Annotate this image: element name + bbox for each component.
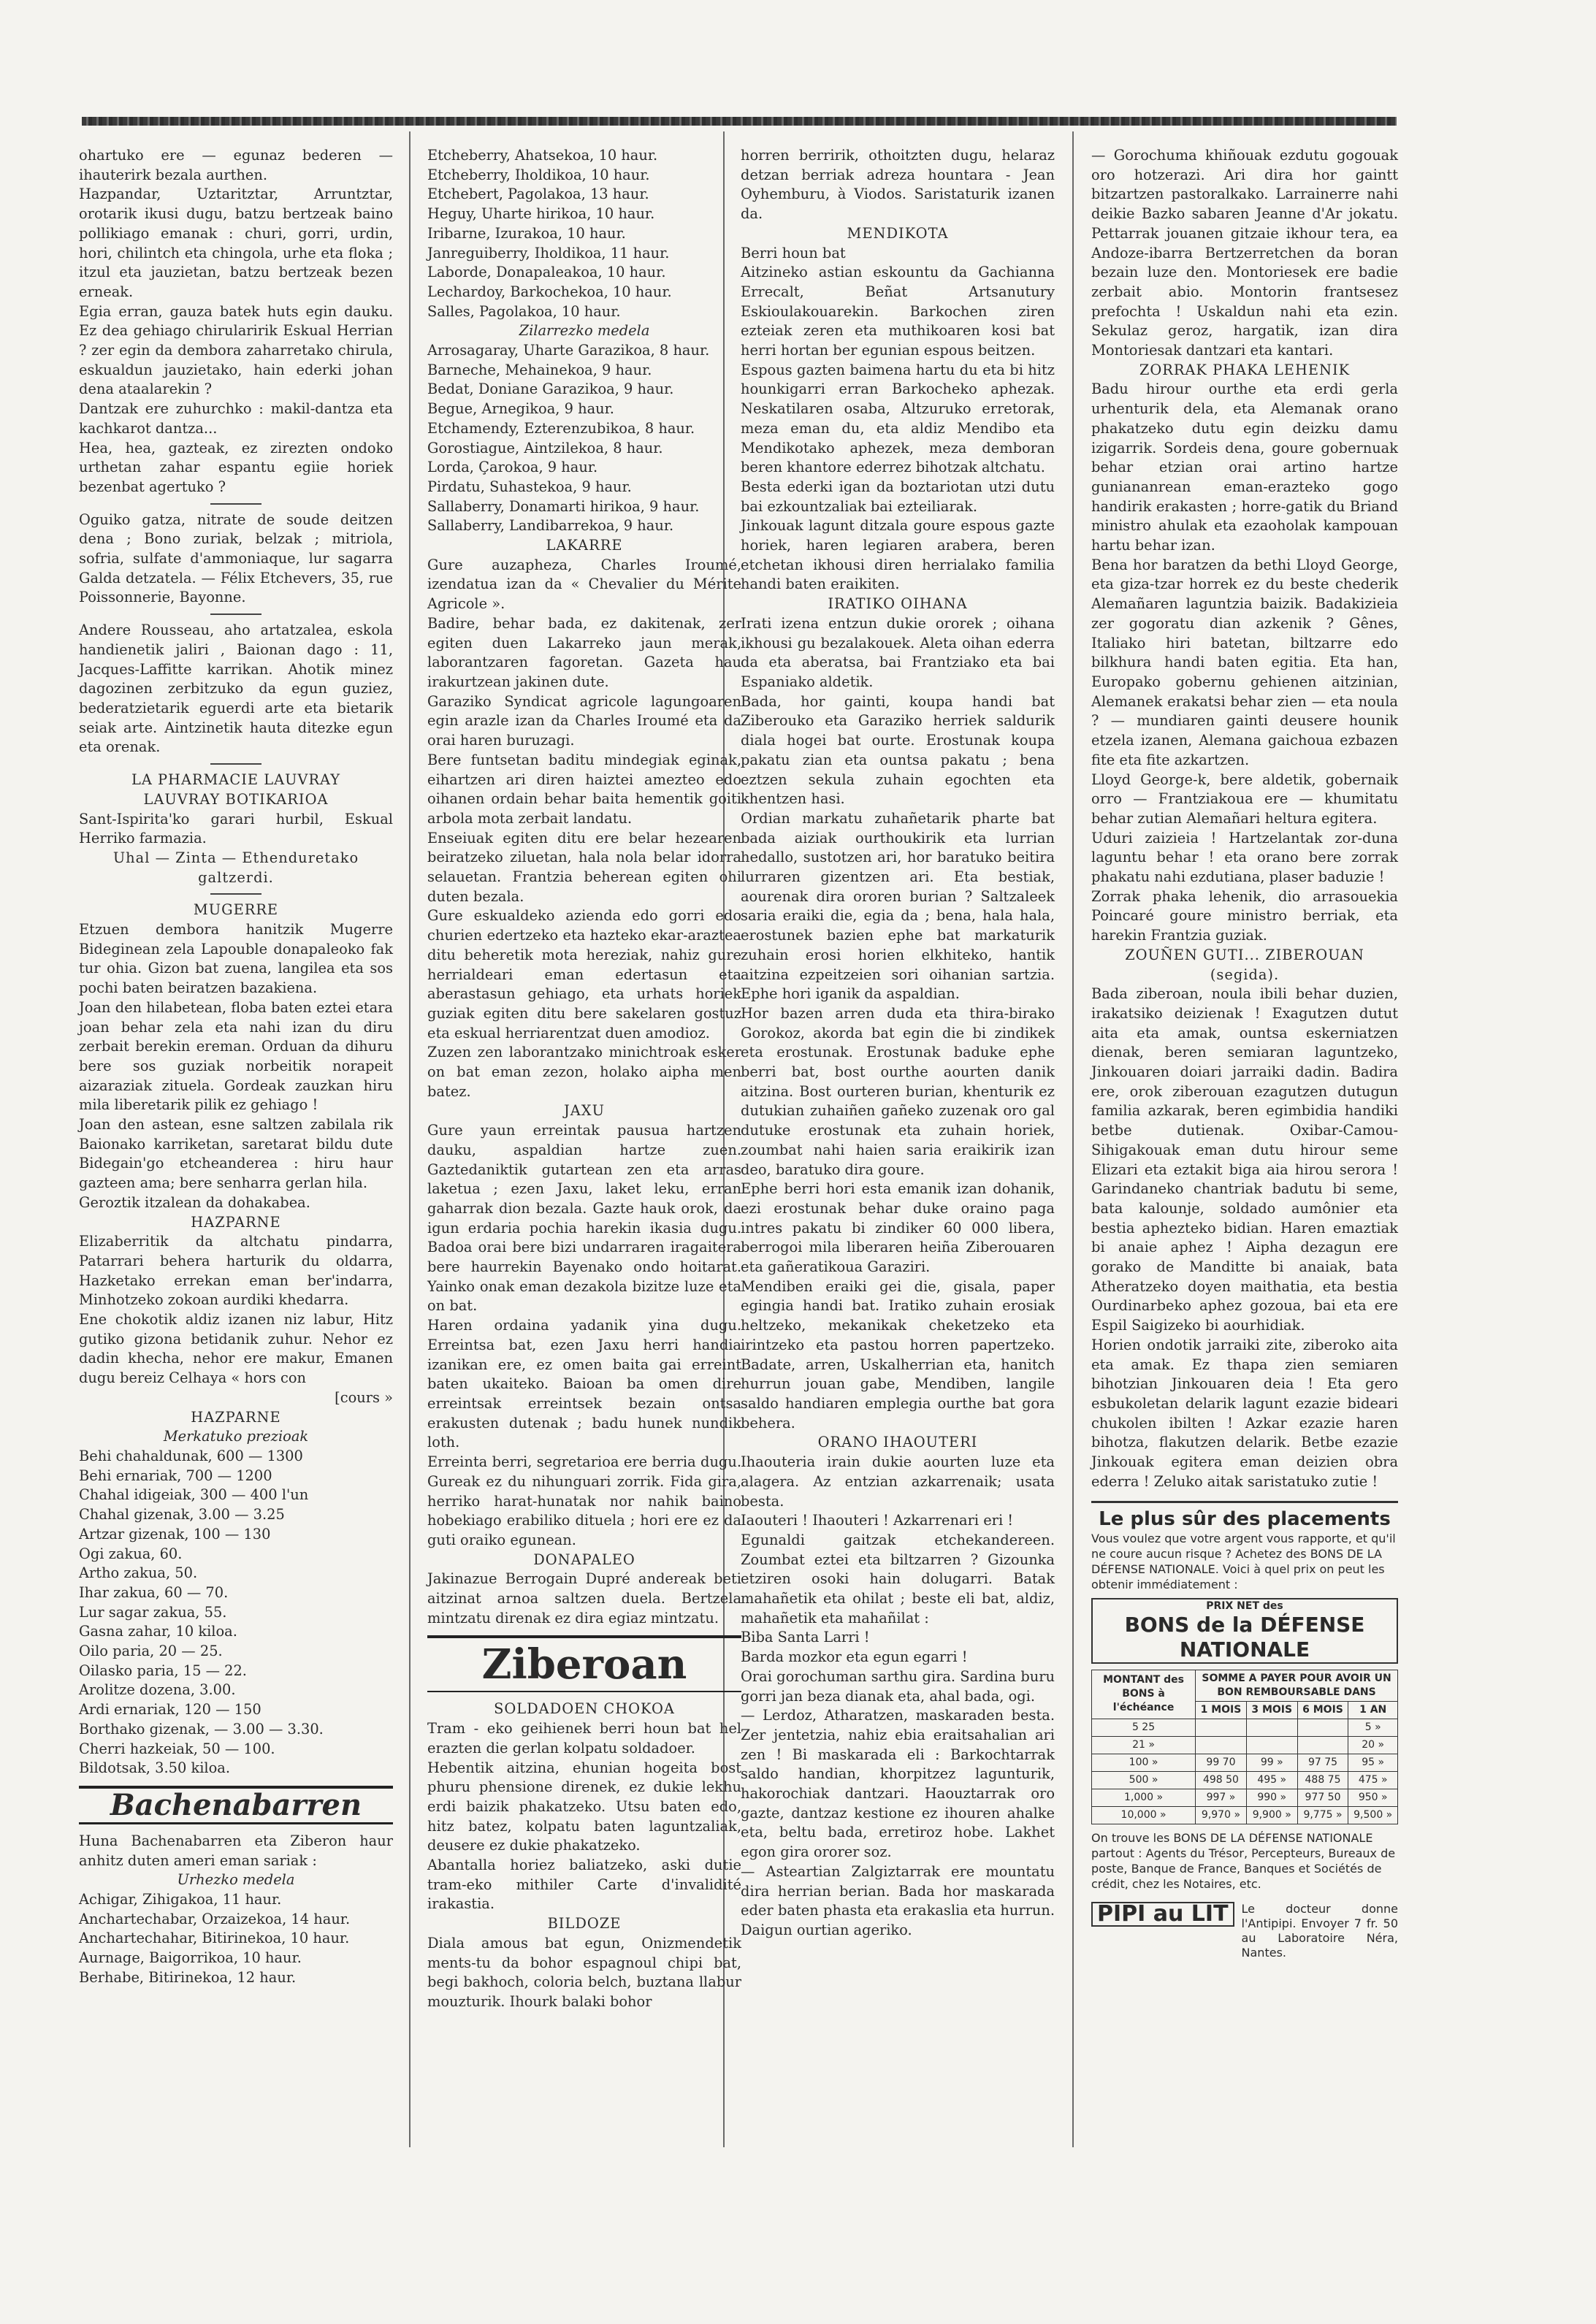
- separator: [210, 893, 261, 895]
- list-item: Etcheberry, Iholdikoa, 10 haur.: [427, 166, 650, 183]
- table-cell: 488 75: [1297, 1771, 1348, 1789]
- paragraph: Irati izena entzun dukie ororek ; oihana ikhousi gu bezalakouek. Aleta oihan ederra da eta aberatsa, bai Frantziako eta bai Espaniako aldetik.: [741, 614, 1055, 690]
- list-item: Etchamendy, Ezterenzubikoa, 8 haur.: [427, 419, 695, 437]
- paragraph: Ordian markatu zuhañetarik pharte bat bada aiziak ourthoukirik eta lurrian hedallo, sustotzen ari, hor baratuko beitira lurraren gizentzen ari. Eta bestiak, aourenak dira ororen burian ? Saltzaleek saria eraiki die, egia da ; bena, hala hala, erostunek bazien ephe bat markaturik zuhain erosi horien elkhiteko, hantik aitzina ezpeitzeien sori oihanian sartzia. Ephe hori iganik da aspaldian.: [741, 809, 1055, 1003]
- paragraph: Enseiuak egiten ditu ere belar hezearen beiratzeko ziluetan, hala nola belar idorra selauetan. Frantzia beherean egiten ohi duten bezala.: [427, 829, 741, 905]
- paragraph: Gure yaun erreintak pausua hartzen dauku, aspaldian hartze zuen. Gaztedaniktik gutartean zen eta arras laketua ; ezen Jaxu, laket leku, erran gaharrak dion bezala. Gazte hauk orok, da igun erdaria pochia harekin ikasia dugu. Badoa orai bere bizi undarraren iragaitera bere haurrekin Bayenako ondo hoitarat. Yainko onak eman dezakola bizitze luze eta on bat.: [427, 1122, 741, 1315]
- paragraph: Erreinta berri, segretarioa ere berria dugu. Gureak ez du nihunguari zorrik. Fida gira, herriko harat-hunatak nor nahik baino hobekiago erabiliko dituela ; hori ere ez da guti oraiko egunean.: [427, 1453, 741, 1548]
- list-item: Bildotsak, 3.50 kiloa.: [79, 1759, 231, 1777]
- list-item: Arolitze dozena, 3.00.: [79, 1681, 236, 1699]
- column-1: [79, 146, 393, 1988]
- table-cell: 9,970 »: [1196, 1806, 1247, 1824]
- bons-heading: [1091, 1598, 1398, 1664]
- list-item: Artzar gizenak, 100 — 130: [79, 1525, 271, 1543]
- section-heading: IRATIKO OIHANA: [828, 595, 968, 613]
- list-item: Anchartechabar, Orzaizekoa, 14 haur.: [79, 1910, 351, 1927]
- table-cell: 990 »: [1246, 1789, 1297, 1806]
- list-item: Oilo paria, 20 — 25.: [79, 1643, 223, 1660]
- list-item: Borthako gizenak, — 3.00 — 3.30.: [79, 1720, 324, 1738]
- table-cell: 500 »: [1092, 1771, 1196, 1789]
- paragraph: Jinkouak lagunt ditzala goure espous gazte horiek, haren legiaren arabera, beren etchetan ikhousi diren herrialako familia handi baten eraikiten.: [741, 517, 1055, 593]
- list-item: Berhabe, Bitirinekoa, 12 haur.: [79, 1968, 297, 1986]
- section-subheading: Merkatuko prezioak: [163, 1428, 309, 1445]
- list-item: Ardi ernariak, 120 — 150: [79, 1701, 261, 1719]
- separator: [210, 763, 261, 765]
- separator: [210, 503, 261, 505]
- award-list: [427, 146, 741, 321]
- section-subheading: Zilarrezko medela: [519, 322, 650, 340]
- paragraph: Garaziko Syndicat agricole lagungoaren egin arazle izan da Charles Iroumé eta da orai haren buruzagi.: [427, 692, 741, 749]
- list-item: Iribarne, Izurakoa, 10 haur.: [427, 224, 626, 242]
- column-divider: [1072, 131, 1074, 2147]
- table-header: 1 AN: [1348, 1701, 1398, 1719]
- advert-footer: On trouve les BONS DE LA DÉFENSE NATIONALE partout : Agents du Trésor, Percepteurs, Bureaux de poste, Banque de France, Banques et Sociétés de crédit, chez les Notaires, etc.: [1091, 1830, 1396, 1891]
- table-cell: 95 »: [1348, 1754, 1398, 1771]
- table-row: [1092, 1736, 1398, 1754]
- table-cell: 99 70: [1196, 1754, 1247, 1771]
- table-cell: 9,775 »: [1297, 1806, 1348, 1824]
- paragraph: Badu hirour ourthe eta erdi gerla urhenturik dela, eta Alemanak orano phakatzeko dutu egin deizku damu izigarrik. Sordeis dena, goure gobernuak behar etzian orai artino hartze guniananrean eman-erazteko gogo handirik erakasten ; horre-gatik du Briand ministro ahulak eta ezaoholak kampouan hartu behar izan.: [1091, 381, 1398, 554]
- price-list: [79, 1447, 393, 1778]
- advert-title: Le plus sûr des placements: [1099, 1507, 1391, 1530]
- list-item: Aurnage, Baigorrikoa, 10 haur.: [79, 1949, 302, 1967]
- advert-text: Vous voulez que votre argent vous rapporte, et qu'il ne coure aucun risque ? Achetez des BONS DE LA DÉFENSE NATIONALE. Voici à quel prix on peut les obtenir immédiatement :: [1091, 1531, 1396, 1591]
- top-rule: [82, 117, 1397, 126]
- list-item: Chahal idigeiak, 300 — 400 l'un: [79, 1486, 309, 1504]
- poem-tail: [cours »: [335, 1388, 393, 1406]
- column-4: [1091, 146, 1398, 1960]
- list-item: Behi ernariak, 700 — 1200: [79, 1467, 272, 1484]
- paragraph: Aitzineko astian eskountu da Gachianna Errecalt, Beñat Artsanutury Eskioulakouarekin. Barkochen ziren ezteiak zeren eta muthikoaren kosi bat herri hortan ber egunian espous beitzen.: [741, 264, 1055, 359]
- table-cell: [1297, 1719, 1348, 1736]
- list-item: Janreguiberry, Iholdikoa, 11 haur.: [427, 244, 670, 261]
- section-heading: ZORRAK PHAKA LEHENIK: [1139, 361, 1351, 378]
- table-row: [1092, 1771, 1398, 1789]
- column-2: [427, 146, 741, 2012]
- table-cell: 977 50: [1297, 1789, 1348, 1806]
- list-item: Behi chahaldunak, 600 — 1300: [79, 1448, 303, 1464]
- advert-fertilizer: Oguiko gatza, nitrate de soude deitzen dena ; Bono zuriak, belzak ; mitriola, sofria, sulfate d'ammoniaque, lur sagarra Galda detzatela. — Félix Etchevers, 35, rue Poissonnerie, Bayonne.: [79, 511, 393, 606]
- award-list: [427, 341, 741, 536]
- paragraph: Ihaouteria irain dukie aourten luze eta alagera. Az entzian azkarrenaik; usata besta.: [741, 1453, 1055, 1510]
- section-subheading: Urhezko medela: [177, 1871, 295, 1889]
- poem-stanza: Elizaberritik da altchatu pindarra, Patarrari behera harturik du oldarra, Hazketako errekan eman ber'indarra, Minhotzeko zokoan aurdiki khedarra.: [79, 1233, 393, 1309]
- award-list: [79, 1890, 393, 1988]
- table-header: 1 MOIS: [1196, 1701, 1247, 1719]
- paragraph: Egunaldi gaitzak etchekandereen. Zoumbat eztei eta biltzarren ? Gizounka etziren osoki hain dolugarri. Batak mahañetik eta ohilat ; beste eli bat, aldiz, mahañetik eta mahañilat :: [741, 1531, 1055, 1627]
- paragraph: Bada, hor gainti, koupa handi bat Ziberouko eta Garaziko herriek saldurik diala hogei bat ourte. Erostunak koupa pakatu zian eta ountsa pakatu ; bena eztzen sekula zuhain egochten eta khentzen hasi.: [741, 692, 1055, 808]
- table-row: [1092, 1806, 1398, 1824]
- list-item: Cherri hazkeiak, 50 — 100.: [79, 1740, 275, 1757]
- bons-table: [1091, 1670, 1398, 1824]
- paragraph: Hor bazen arren duda eta thira-birako Gorokoz, akorda bat egin die bi zindikek eta erostunak. Erostunak baduke ephe berri bat, bost ourthe aourten danik aitzina. Bost ourteren burian, khenturik ez dutukian zuhaiñen gañeko zuzenak oro gal dutuke erostunak eta zuhain horiek, zoumbat nahi haien saria eraikirik izan deo, baratuko dira goure.: [741, 1004, 1055, 1178]
- paragraph: — Gorochuma khiñouak ezdutu gogouak oro hotzerazi. Ari dira hor gaintt bitzartzen pastoralkako. Larrainerre nahi deikie Bazko sabaren Jeanne d'Ar jokatu. Pettarrak jouanen gitzaie ikhour tera, ea Andoze-ibarra Bertzerretchen da boran bezain luze den. Montoriesek ere badie zerbait abio. Montorin frantsesez prefochta ! Uskaldun nahi eta ezin. Sekulaz geroz, hargatik, izan dira Montoriesak dantzari eta kantari.: [1091, 147, 1398, 359]
- paragraph: Hebentik aitzina, ehunian hogeita bost phuru phensione direnek, ez dukie lekhu erdi baizik phakatzeko. Utsu baten edo, hitz batez, kolpatu baten laguntzaliak, deusere ez dukie phakatzeko.: [427, 1759, 741, 1854]
- paragraph: Besta ederki igan da boztariotan utzi dutu bai ezkountzaliak bai ezteiliarak.: [741, 478, 1055, 515]
- table-cell: 5 »: [1348, 1719, 1398, 1736]
- table-cell: [1196, 1719, 1247, 1736]
- pharmacy-products: Uhal — Zinta — Ethenduretako galtzerdi.: [112, 849, 359, 886]
- paragraph: Diala amous bat egun, Onizmendetik ments-tu da bohor espagnoul chipi bat, begi bakhoch, coloria belch, buztana llabur mouzturik. Ihourk balaki bohor: [427, 1934, 741, 2010]
- paragraph: Bada ziberoan, noula ibili behar duzien, irakatsiko deizienak ! Exagutzen dutut aita eta amak, ountsa eskerniatzen dienak, beren semiaran laguntzeko, Jinkouaren doiari jarraiki dadin. Badira ere, orok ziberouan ezagutzen dutugun familia azkarak, beren egimbidia handiki betbe dutienak. Oxibar-Camou-Sihigakouak eman dutu hirour seme Elizari eta eztakit biga aia hirou serora ! Garindaneko chantriak badutu bi seme, bata kalounje, soldado aumônier eta bestia aphezteko bidian. Haren emaztiak bi anaie aphez ! Aipha dezagun ere gorako de Manditte bi anaiak, bata Atheratzeko doyen maithatia, eta bestia Ourdinarbeko aphez gozoua, bai eta ere Espil Saigizeko bi aourhidiak.: [1091, 985, 1398, 1334]
- paragraph: — Lerdoz, Atharatzen, maskaraden besta. Zer jentetzia, nahiz ebia eraitsahalian ari zen ! Bi maskarada eli : Barkochtarrak saldo handian, khorpitzez lagunturik, hakorochiak dantzari. Haouztarrak oro gazte, dantzaz kestione ez ihouren ahalke eta, beltu bada, erretiroz hobe. Lakhet egon gira ororer soz.: [741, 1707, 1055, 1861]
- table-row: [1092, 1719, 1398, 1736]
- table-cell: 10,000 »: [1092, 1806, 1196, 1824]
- list-item: Chahal gizenak, 3.00 — 3.25: [79, 1506, 285, 1524]
- list-item: Begue, Arnegikoa, 9 haur.: [427, 400, 614, 418]
- section-heading: ORANO IHAOUTERI: [817, 1434, 978, 1451]
- paragraph: Tram - eko geihienek berri houn bat hel erazten die gerlan kolpatu soldadoer.: [427, 1720, 741, 1757]
- paragraph: Dantzak ere zuhurchko : makil-dantza eta kachkarot dantza...: [79, 400, 393, 437]
- paragraph: Hazpandar, Uztaritztar, Arruntztar, orotarik ikusi dugu, batzu bertzeak baino pollikiago emanak : churi, gorri, urdin, hori, chilintch eta chingola, urhe eta floka ; itzul eta jauzietan, batzu bertzeak bezen erneak.: [79, 186, 393, 300]
- paragraph: Joan den hilabetean, floba baten eztei etara joan behar zela eta nahi izan du diru zerbait berekin ereman. Orduan da dihuru bere sos guziak norbeitik norapeit aizaraziak zituela. Gordeak zauzkan hiru mila liberetarik pilik ez gehiago !: [79, 998, 393, 1114]
- paragraph: Gure auzapheza, Charles Iroumé, izendatua izan da « Chevalier du Mérite Agricole ».: [427, 556, 741, 613]
- paragraph: Zuzen zen laborantzako minichtroak esker on bat eman zezon, holako aipha men batez.: [427, 1044, 741, 1100]
- table-header: SOMME A PAYER POUR AVOIR UN BON REMBOURSABLE DANS: [1196, 1670, 1398, 1701]
- paragraph: Huna Bachenabarren eta Ziberon haur anhitz duten ameri eman sariak :: [79, 1832, 393, 1869]
- column-divider: [409, 131, 411, 2147]
- list-item: Salles, Pagolakoa, 10 haur.: [427, 302, 621, 320]
- list-item: Oilasko paria, 15 — 22.: [79, 1662, 247, 1679]
- list-item: Achigar, Zihigakoa, 11 haur.: [79, 1891, 282, 1908]
- table-cell: 99 »: [1246, 1754, 1297, 1771]
- paragraph: Jakinazue Berrogain Dupré andereak beti aitzinat arnoa saltzen duela. Bertzela mintzatu direnak ez dira egiaz mintzatu.: [427, 1570, 741, 1627]
- section-heading: LAKARRE: [546, 537, 623, 554]
- table-header: MONTANT des BONS à l'échéance: [1092, 1670, 1196, 1719]
- list-item: Barneche, Mehainekoa, 9 haur.: [427, 361, 652, 378]
- list-item: Lechardoy, Barkochekoa, 10 haur.: [427, 283, 672, 300]
- table-cell: 997 »: [1196, 1789, 1247, 1806]
- list-item: Heguy, Uharte hirikoa, 10 haur.: [427, 205, 655, 223]
- paragraph: Zorrak phaka lehenik, dio arrasouekia Poincaré goure ministro berriak, eta harekin Frantzia guziak.: [1091, 887, 1398, 944]
- paragraph: Espous gazten baimena hartu du eta bi hitz hounkigarri erran Barkocheko aphezak. Neskatilaren osaba, Altzuruko erretorak, meza eman du, eta aldiz Mendibo eta Mendikotako aphezek, meza demboran beren khantore ederrez bihotzak altchatu.: [741, 361, 1055, 476]
- table-cell: [1297, 1736, 1348, 1754]
- paragraph: Etzuen dembora hanitzik Mugerre Bideginean zela Lapouble donapaleoko fak tur ohia. Gizon bat zuena, langilea eta sos pochi baten beiratzen bazakiena.: [79, 921, 393, 997]
- table-cell: 475 »: [1348, 1771, 1398, 1789]
- advert-pipi: [1091, 1902, 1398, 1960]
- paragraph: Iaouteri ! Ihaouteri ! Azkarrenari eri !: [741, 1512, 1014, 1529]
- list-item: Bedat, Doniane Garazikoa, 9 haur.: [427, 381, 674, 398]
- pharmacy-address: Sant-Ispirita'ko garari hurbil, Eskual Herriko farmazia.: [79, 810, 393, 847]
- table-row: [1092, 1789, 1398, 1806]
- paragraph: Ephe berri hori esta emanik izan dohanik, ezi erostunak behar duke oraino paga intres pakatu bi zindiker 60 000 libera, berrogoi mila liberaren heiña Ziberouaren eta gañeratikoua Garaziri.: [741, 1180, 1055, 1276]
- table-cell: 9,900 »: [1246, 1806, 1297, 1824]
- list-item: Etcheberry, Ahatsekoa, 10 haur.: [427, 147, 658, 164]
- paragraph: Badire, behar bada, ez dakitenak, zer egiten duen Lakarreko jaun merak, laborantzaren fagoretan. Gazeta hau irakurtzean jakinen dute.: [427, 614, 741, 690]
- table-cell: [1246, 1719, 1297, 1736]
- table-cell: 495 »: [1246, 1771, 1297, 1789]
- section-heading: HAZPARNE: [191, 1408, 281, 1426]
- pharmacy-name: LA PHARMACIE LAUVRAY: [131, 771, 341, 789]
- section-heading: HAZPARNE: [191, 1213, 281, 1231]
- column-3: [741, 146, 1055, 1941]
- list-item: Ihar zakua, 60 — 70.: [79, 1583, 229, 1601]
- paragraph: Uduri zaizieia ! Hartzelantak zor-duna laguntu behar ! eta orano bere zorrak phakatu nahi ezdutiana, plaser baduzie !: [1091, 829, 1398, 886]
- list-item: Lur sagar zakua, 55.: [79, 1603, 227, 1621]
- paragraph: Horien ondotik jarraiki zite, ziberoko aita eta amak. Ez thapa zien semiaren bihotzian Jinkouaren deia ! Eta gero esbukoletan delarik lagunt ezazie bideari chukolen ibilten ! Azkar ezazie haren bihotza, flakutzen delarik. Betbe ezazie Jinkouak egitera eman deizien obra ederra ! Zeluko aitak saristatuko zutie !: [1091, 1336, 1398, 1490]
- paragraph: Barda mozkor eta egun egarri !: [741, 1648, 968, 1666]
- section-heading: SOLDADOEN CHOKOA: [494, 1700, 675, 1718]
- list-item: Ogi zakua, 60.: [79, 1545, 183, 1562]
- section-heading: MENDIKOTA: [847, 224, 949, 242]
- advert-bons-defense: [1091, 1501, 1398, 1892]
- table-cell: 9,500 »: [1348, 1806, 1398, 1824]
- paragraph: horren berririk, othoitzten dugu, helaraz detzan berriak adreza hountara - Jean Oyhemburu, à Viodos. Saristaturik izanen da.: [741, 147, 1055, 223]
- table-cell: [1196, 1736, 1247, 1754]
- list-item: Pirdatu, Suhastekoa, 9 haur.: [427, 478, 632, 495]
- list-item: Gasna zahar, 10 kiloa.: [79, 1623, 237, 1640]
- table-header: 6 MOIS: [1297, 1701, 1348, 1719]
- table-cell: 20 »: [1348, 1736, 1398, 1754]
- paragraph: Egia erran, gauza batek huts egin dauku. Ez dea gehiago chirularirik Eskual Herrian ? zer egin da dembora zaharretako chirula, eskualdun jauzietako, hain ederki johan dena ataalarekin ?: [79, 302, 393, 398]
- section-heading: DONAPALEO: [533, 1551, 635, 1568]
- advert-dentist: Andere Rousseau, aho artatzalea, eskola handienetik jaliri , Baionan dago : 11, Jacques-Laffitte karrikan. Ahotik minez dagozinen zerbitzuko da egun guziez, bederatzietarik eguerdi arte eta bietarik seiak arte. Aintzinetik hauta ditezke egun eta orenak.: [79, 622, 393, 756]
- paragraph: — Asteartian Zalgiztarrak ere mountatu dira herrian berian. Bada hor maskarada eder baten phasta eta erakaslia eta hurrun. Daigun ourtian ageriko.: [741, 1862, 1055, 1938]
- list-item: Sallaberry, Donamarti hirikoa, 9 haur.: [427, 497, 700, 515]
- list-item: Artho zakua, 50.: [79, 1564, 198, 1582]
- list-item: Laborde, Donapaleakoa, 10 haur.: [427, 264, 666, 281]
- table-header: 3 MOIS: [1246, 1701, 1297, 1719]
- paragraph: ohartuko ere — egunaz bederen — ihauterirk bezala aurthen.: [79, 147, 393, 183]
- table-cell: [1246, 1736, 1297, 1754]
- separator: [210, 614, 261, 615]
- list-item: Lorda, Çarokoa, 9 haur.: [427, 459, 598, 476]
- section-heading: ZOUÑEN GUTI... ZIBEROUAN (segida).: [1125, 946, 1364, 983]
- table-row: [1092, 1754, 1398, 1771]
- paragraph: Lloyd George-k, bere aldetik, gobernaik orro — Frantziakoua ere — khumitatu behar zutian Alemañari heltura egitera.: [1091, 771, 1398, 827]
- table-cell: 100 »: [1092, 1754, 1196, 1771]
- list-item: Sallaberry, Landibarrekoa, 9 haur.: [427, 517, 674, 535]
- paragraph: Berri houn bat: [741, 244, 846, 261]
- paragraph: Geroztik itzalean da dohakabea.: [79, 1193, 310, 1211]
- list-item: Etchebert, Pagolakoa, 13 haur.: [427, 186, 649, 203]
- section-heading: MUGERRE: [193, 901, 279, 919]
- section-heading: BILDOZE: [547, 1915, 622, 1933]
- section-banner: Ziberoan: [427, 1635, 741, 1692]
- pipi-logo: PIPI au LIT: [1091, 1902, 1234, 1927]
- poem-stanza: Ene chokotik aldiz izanen niz labur, Hitz gutiko gizona betidanik zuhur. Nehor ez dadin khecha, nehor ere makur, Emanen dugu bereiz Celhaya « hors con: [79, 1311, 393, 1387]
- paragraph: Abantalla horiez baliatzeko, aski dutie tram-eko mithiler Carte d'invalidité irakastia.: [427, 1857, 741, 1913]
- paragraph: Hea, hea, gazteak, ez zirezten ondoko urthetan zahar espantu egiie horiek bezenbat agertuko ?: [79, 439, 393, 495]
- paragraph: Bena hor baratzen da bethi Lloyd George, eta giza-tzar horrek ez du beste chederik Alemañaren laguntzia baizik. Badakizieia zer gogoratu dian azkenik ? Gênes, Italiako hiri batetan, biltzarre edo bilkhura handi baten egitia. Eta han, Europako gobernu gehienen aitzinian, Alemanek erakatsi behar zien — eta noula ? — mundiaren gainti deusere hounik etzela izanen, Alemana gaichoua ezbazen fite eta fite azkartzen.: [1091, 556, 1398, 768]
- pharmacy-name-basque: LAUVRAY BOTIKARIOA: [143, 790, 329, 808]
- table-cell: 21 »: [1092, 1736, 1196, 1754]
- paragraph: Biba Santa Larri !: [741, 1629, 870, 1646]
- table-cell: 5 25: [1092, 1719, 1196, 1736]
- table-cell: 1,000 »: [1092, 1789, 1196, 1806]
- paragraph: Gure eskualdeko azienda edo gorri edo churien edertzeko eta hazteko ekar-araztea ditu beheretik mota hereziak, nahiz gure herrialdeari eman edertasun eta aberastasun gehiago, eta urhats horiek guziak egiten ditu bere sakelaren gostuz eta eskual herriarentzat duen amodioz.: [427, 907, 741, 1041]
- paragraph: Joan den astean, esne saltzen zabilala rik Baionako karriketan, saretarat bildu dute Bidegain'go etcheanderea : hiru haur gazteen ama; bere senharra gerlan hila.: [79, 1116, 393, 1192]
- pipi-text: Le docteur donne l'Antipipi. Envoyer 7 fr. 50 au Laboratoire Néra, Nantes.: [1241, 1901, 1398, 1960]
- paragraph: Orai gorochuman sarthu gira. Sardina buru gorri jan beza dianak eta, ahal bada, ogi.: [741, 1667, 1055, 1705]
- paragraph: Haren ordaina yadanik yina dugu. Erreintsa bat, ezen Jaxu herri handia izanikan ere, ez omen baita gai erreint baten ukaiteko. Baioan ba omen dire erreintsak erreintsek bezain ontsa erakusten dutenak ; badu hunek nundik loth.: [427, 1317, 741, 1451]
- paragraph: Mendiben eraiki gei die, gisala, paper egingia handi bat. Iratiko zuhain erosiak heltzeko, mekanikak cheketzeko eta irintzeko eta pastou horren papertzeko. Badate, arren, Uskalherrian eta, hanitch hurrun jouan gabe, Mendiben, langile saldo handiaren emplegia ourthe bat gora behera.: [741, 1277, 1055, 1432]
- table-cell: 97 75: [1297, 1754, 1348, 1771]
- bons-title: BONS de la DÉFENSE NATIONALE: [1124, 1612, 1365, 1662]
- list-item: Anchartechahar, Bitirinekoa, 10 haur.: [79, 1930, 350, 1947]
- paragraph: Bere funtsetan baditu mindegiak eginak, eihartzen ari diren haiztei amezteo edo oihanen ordain behar baita hementik goiti arbola mota zerbait landatu.: [427, 751, 741, 827]
- table-cell: 498 50: [1196, 1771, 1247, 1789]
- section-heading: JAXU: [564, 1102, 605, 1120]
- list-item: Gorostiague, Aintzilekoa, 8 haur.: [427, 439, 663, 456]
- section-banner: Bachenabarren: [79, 1786, 393, 1824]
- table-cell: 950 »: [1348, 1789, 1398, 1806]
- bons-prix-label: PRIX NET des: [1206, 1599, 1283, 1612]
- list-item: Arrosagaray, Uharte Garazikoa, 8 haur.: [427, 342, 710, 359]
